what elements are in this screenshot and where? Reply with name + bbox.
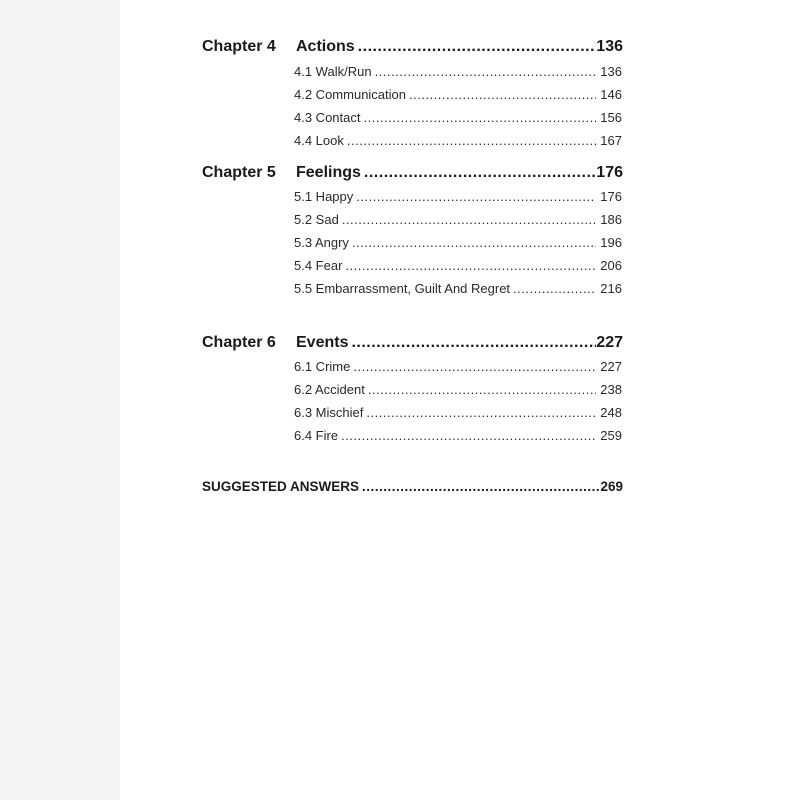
section-page-number: 156: [600, 110, 622, 125]
section-title: 6.2 Accident: [294, 382, 365, 397]
chapter-title: Events: [296, 334, 349, 351]
dot-leader: [355, 38, 597, 56]
section-title: 4.2 Communication: [294, 87, 406, 102]
section-title: 4.3 Contact: [294, 110, 361, 125]
dot-leader: [361, 164, 596, 182]
toc-entry-4-1[interactable]: [294, 64, 622, 79]
section-title: 4.1 Walk/Run: [294, 64, 372, 79]
suggested-answers-entry[interactable]: [202, 479, 623, 494]
dot-leader: [339, 212, 596, 227]
section-title: 5.3 Angry: [294, 235, 349, 250]
section-title: 5.5 Embarrassment, Guilt And Regret: [294, 281, 511, 296]
section-page-number: 216: [600, 281, 622, 296]
section-title: 6.3 Mischief: [294, 405, 364, 420]
section-title: 5.4 Fear: [294, 258, 343, 273]
section-page-number: 259: [600, 428, 622, 443]
toc-entry-5-5[interactable]: [294, 281, 622, 296]
dot-leader: [348, 334, 596, 352]
dot-leader: [361, 110, 597, 125]
dot-leader: [365, 382, 596, 397]
section-page-number: 206: [600, 258, 622, 273]
chapter-number: Chapter 6: [202, 334, 276, 351]
section-page-number: 238: [600, 382, 622, 397]
section-title: 5.1 Happy: [294, 189, 354, 204]
dot-leader: [338, 428, 596, 443]
toc-entry-4-4[interactable]: [294, 133, 622, 148]
dot-leader: [353, 189, 596, 204]
section-page-number: 196: [600, 235, 622, 250]
toc-entry-6-4[interactable]: [294, 428, 622, 443]
section-page-number: 167: [600, 133, 622, 148]
dot-leader: [363, 405, 596, 420]
chapter-number: Chapter 4: [202, 38, 276, 55]
chapter-page-number: 176: [596, 164, 623, 181]
section-page-number: 146: [600, 87, 622, 102]
chapter-5-heading[interactable]: [202, 164, 623, 182]
dot-leader: [406, 87, 596, 102]
toc-entry-6-2[interactable]: [294, 382, 622, 397]
dot-leader: [350, 359, 596, 374]
chapter-title: Feelings: [296, 164, 361, 181]
section-title: 6.4 Fire: [294, 428, 339, 443]
section-title: 6.1 Crime: [294, 359, 351, 374]
chapter-number: Chapter 5: [202, 164, 276, 181]
chapter-6-heading[interactable]: [202, 334, 623, 352]
dot-leader: [342, 258, 596, 273]
answers-title: SUGGESTED ANSWERS: [202, 479, 360, 494]
section-page-number: 227: [600, 359, 622, 374]
section-title: 5.2 Sad: [294, 212, 339, 227]
toc-entry-5-4[interactable]: [294, 258, 622, 273]
toc-entry-6-1[interactable]: [294, 359, 622, 374]
toc-entry-6-3[interactable]: [294, 405, 622, 420]
chapter-page-number: 227: [596, 334, 623, 351]
toc-entry-5-3[interactable]: [294, 235, 622, 250]
section-page-number: 186: [600, 212, 622, 227]
dot-leader: [359, 479, 600, 494]
section-page-number: 248: [600, 405, 622, 420]
toc-entry-5-2[interactable]: [294, 212, 622, 227]
dot-leader: [372, 64, 597, 79]
dot-leader: [510, 281, 596, 296]
section-title: 4.4 Look: [294, 133, 344, 148]
toc-entry-4-2[interactable]: [294, 87, 622, 102]
chapter-4-heading[interactable]: [202, 38, 623, 56]
dot-leader: [349, 235, 596, 250]
answers-page-number: 269: [600, 479, 623, 494]
section-page-number: 176: [600, 189, 622, 204]
dot-leader: [344, 133, 596, 148]
chapter-title: Actions: [296, 38, 355, 55]
toc-entry-5-1[interactable]: [294, 189, 622, 204]
chapter-page-number: 136: [596, 38, 623, 55]
toc-entry-4-3[interactable]: [294, 110, 622, 125]
section-page-number: 136: [600, 64, 622, 79]
